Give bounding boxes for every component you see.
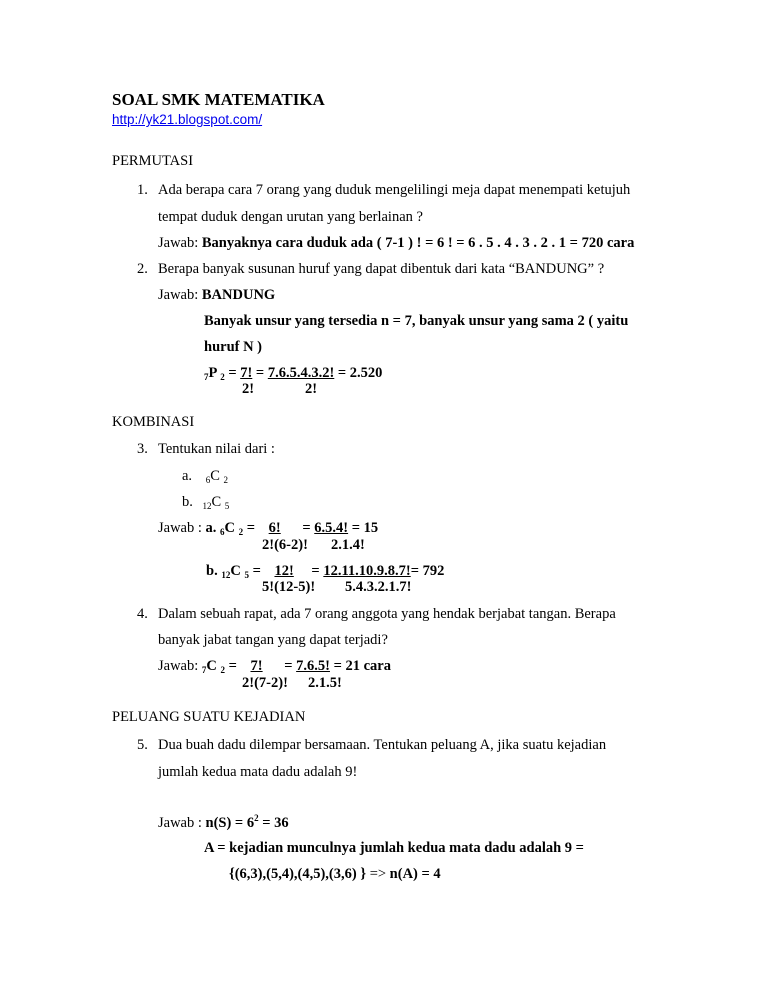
formula-numerator: 12.11.10.9.8.7! [323,563,411,579]
formula-symbol: C [224,520,235,536]
question-3-option-a [182,468,228,486]
formula-subscript: 12 [202,501,212,511]
question-4-line-1: Dalam sebuah rapat, ada 7 orang anggota yang hendak berjabat tangan. Berapa [158,606,616,622]
exponent: 2 [254,813,259,824]
formula-denominator: 5!(12-5)! [262,579,316,595]
formula-subscript: 5 [244,570,249,580]
question-number: 3. [137,441,148,457]
formula-numerator: 7.6.5! [296,658,330,674]
formula-subscript: 6 [220,527,225,537]
event-set-values: {(6,3),(5,4),(4,5),(3,6) } [229,866,367,882]
formula-equals: = [246,520,256,536]
answer-3a [158,520,378,538]
formula-subscript: 2 [220,372,225,382]
section-heading-peluang: PELUANG SUATU KEJADIAN [112,709,306,725]
option-label: a. [182,468,193,484]
answer-5 [158,815,289,832]
question-1-line-1: Ada berapa cara 7 orang yang duduk mengelilingi meja dapat menempati ketujuh [158,182,631,198]
formula-result: = 15 [351,520,379,536]
formula-subscript: 2 [238,527,244,537]
answer-4 [158,658,391,676]
formula-result: = 36 [262,815,289,831]
sample-space-count: n(S) = 6 [205,815,255,831]
answer-2-word: BANDUNG [201,287,276,303]
formula-equals: = [228,365,237,381]
event-set [229,866,441,883]
question-number: 4. [137,606,148,622]
formula-denominator: 2.1.4! [331,537,365,553]
formula-numerator: 6.5.4! [314,520,349,536]
formula-equals: = [255,365,265,381]
answer-2-explain-1: Banyak unsur yang tersedia n = 7, banyak unsur yang sama 2 ( yaitu [204,313,629,329]
formula-numerator: 7.6.5.4.3.2! [267,365,335,381]
question-number: 5. [137,737,148,753]
formula-result: = 21 cara [333,658,391,674]
answer-label: Jawab : [158,815,202,831]
event-count: n(A) = 4 [389,866,441,882]
answer-label: Jawab: [158,287,199,303]
section-heading-kombinasi: KOMBINASI [112,414,195,430]
formula-equals: = [228,658,237,674]
question-number: 2. [137,261,148,277]
formula-numerator: 7! [250,658,263,674]
formula-equals: = [252,563,261,579]
question-4-line-2: banyak jabat tangan yang dapat terjadi? [158,632,388,648]
formula-subscript: 12 [221,570,231,580]
question-number: 1. [137,182,148,198]
formula-result: = 2.520 [337,365,383,381]
option-label: b. [182,494,193,510]
formula-equals: = [302,520,311,536]
formula-denominator: 2!(7-2)! [242,675,288,691]
blog-link[interactable]: http://yk21.blogspot.com/ [112,112,263,127]
formula-symbol: C [206,658,217,674]
option-label: b. [206,563,218,579]
event-definition: A = kejadian munculnya jumlah kedua mata dadu adalah 9 = [204,840,584,856]
formula-result: = 792 [410,563,445,579]
formula-symbol: C [230,563,241,579]
formula-numerator: 6! [268,520,281,536]
question-5-line-2: jumlah kedua mata dadu adalah 9! [158,764,358,780]
question-5-line-1: Dua buah dadu dilempar bersamaan. Tentukan peluang A, jika suatu kejadian [158,737,607,753]
option-label: a. [205,520,217,536]
answer-1-text: Banyaknya cara duduk ada ( 7-1 ) ! = 6 ! = 6 . 5 . 4 . 3 . 2 . 1 = 720 cara [201,235,635,251]
answer-label: Jawab: [158,658,199,674]
formula-symbol: P [208,365,217,381]
question-2-line-1: Berapa banyak susunan huruf yang dapat dibentuk dari kata “BANDUNG” ? [158,261,605,277]
formula-denominator: 2! [305,381,318,397]
section-heading-permutasi: PERMUTASI [112,153,194,169]
formula-numerator: 7! [240,365,253,381]
formula-subscript: 5 [224,501,230,511]
formula-equals: = [284,658,293,674]
formula-denominator: 2! [242,381,255,397]
permutation-formula [204,365,382,383]
formula-subscript: 7 [201,665,207,675]
formula-numerator: 12! [274,563,294,579]
answer-2 [158,287,275,304]
question-1-line-2: tempat duduk dengan urutan yang berlainan ? [158,209,423,225]
question-3-option-b [182,494,229,512]
formula-denominator: 5.4.3.2.1.7! [345,579,412,595]
question-3-line-1: Tentukan nilai dari : [158,441,275,457]
answer-label: Jawab : [158,520,202,536]
formula-denominator: 2.1.5! [308,675,342,691]
formula-denominator: 2!(6-2)! [262,537,308,553]
formula-subscript: 2 [223,475,228,485]
formula-symbol: C [211,494,222,510]
answer-label: Jawab: [158,235,199,251]
formula-symbol: C [210,468,220,484]
arrow: => [369,866,387,882]
formula-subscript: 7 [204,372,209,382]
document-title: SOAL SMK MATEMATIKA [112,90,325,109]
formula-subscript: 2 [220,665,225,675]
formula-equals: = [311,563,320,579]
answer-1 [158,235,634,252]
formula-subscript: 6 [205,475,211,485]
answer-2-explain-2: huruf N ) [204,339,263,355]
